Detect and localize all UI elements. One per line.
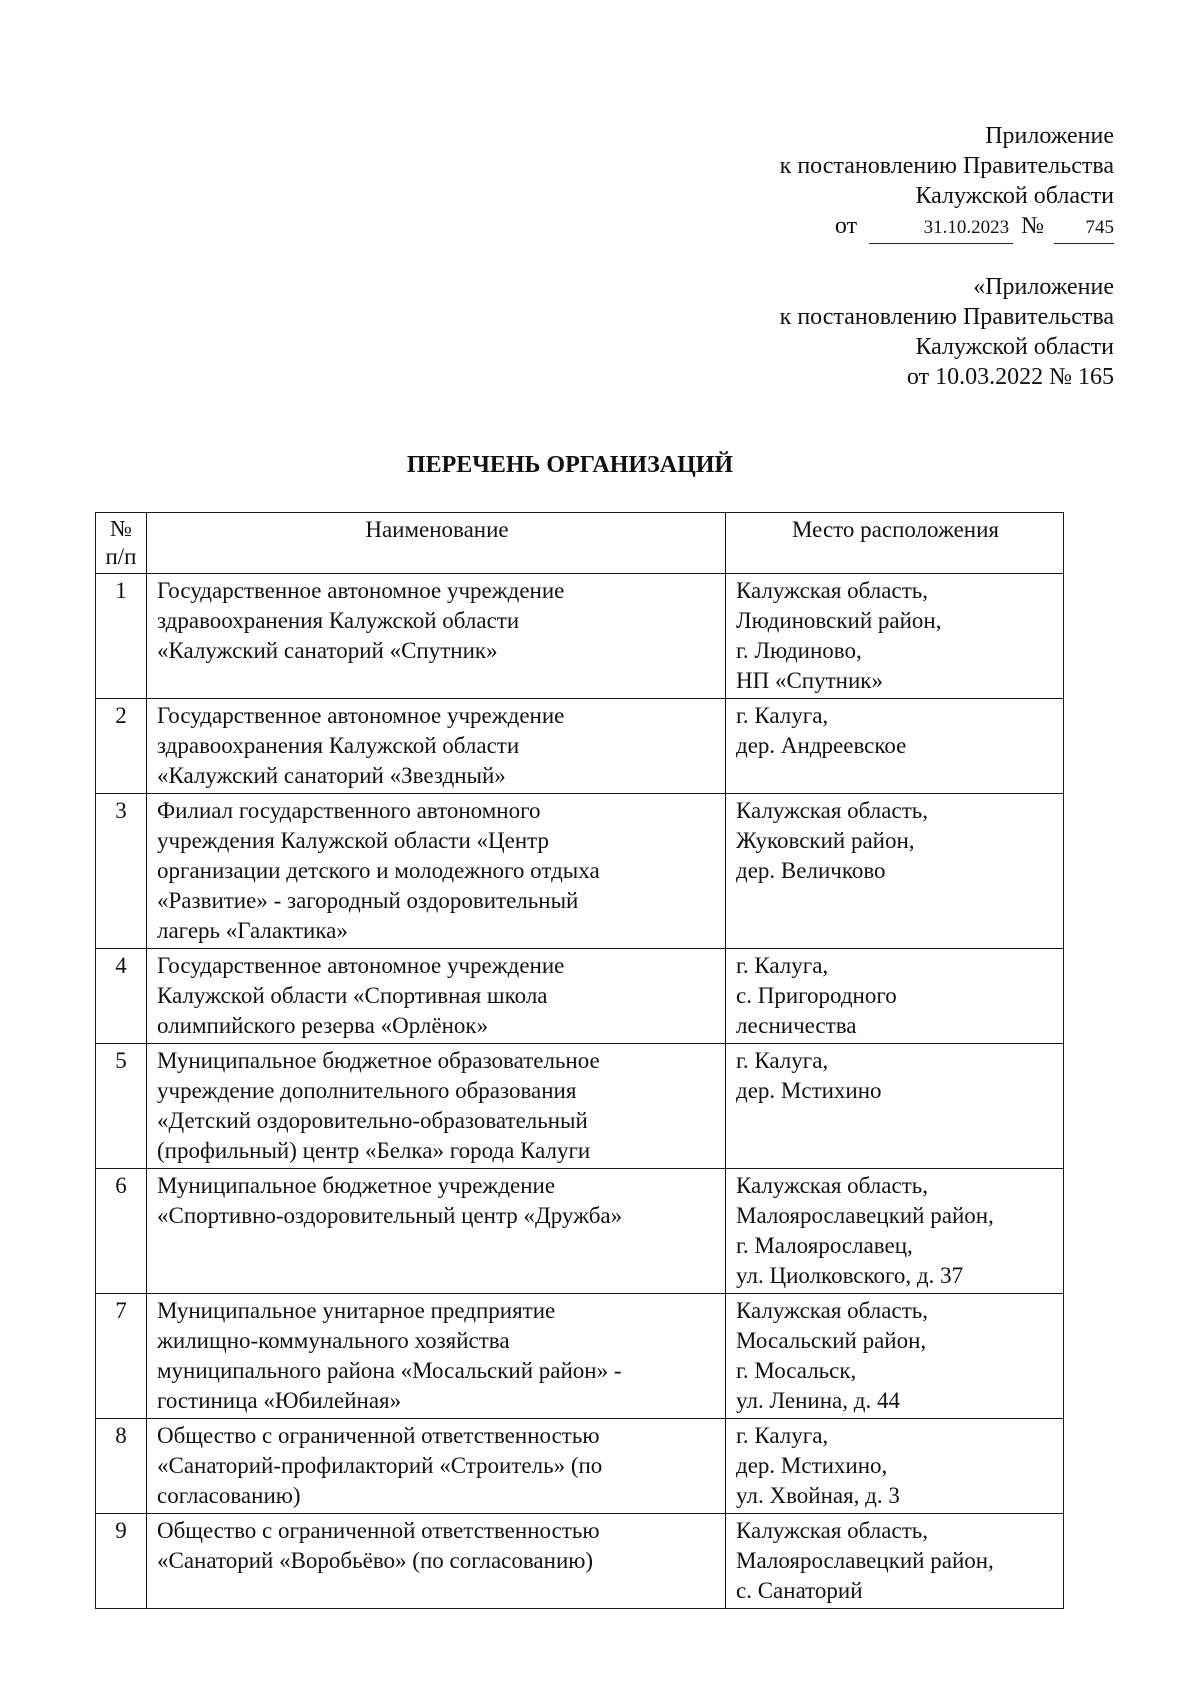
organization-name: Государственное автономное учреждение здравоохранения Калужской области «Калужский санаторий «Звездный»	[147, 699, 726, 794]
row-number: 2	[96, 699, 147, 794]
resolution-reference: к постановлению Правительства	[779, 153, 1114, 179]
resolution-number: 745	[1054, 213, 1114, 244]
organization-name: Общество с ограниченной ответственностью «Санаторий-профилакторий «Строитель» (по согласованию)	[147, 1419, 726, 1514]
organization-name: Муниципальное бюджетное образовательное учреждение дополнительного образования «Детский оздоровительно-образовательный (профильный) центр «Белка» города Калуги	[147, 1044, 726, 1169]
table-row	[96, 1169, 1064, 1294]
row-number: 8	[96, 1419, 147, 1514]
organization-location: г. Калуга, дер. Мстихино	[726, 1044, 1064, 1169]
table-header-row	[96, 513, 1064, 574]
organization-name: Общество с ограниченной ответственностью «Санаторий «Воробьёво» (по согласованию)	[147, 1514, 726, 1609]
resolution-date: 31.10.2023	[869, 213, 1013, 244]
row-number: 5	[96, 1044, 147, 1169]
organization-name: Муниципальное унитарное предприятие жилищно-коммунального хозяйства муниципального района «Мосальский район» - гостиница «Юбилейная»	[147, 1294, 726, 1419]
organization-name: Муниципальное бюджетное учреждение «Спортивно-оздоровительный центр «Дружба»	[147, 1169, 726, 1294]
row-number: 3	[96, 794, 147, 949]
header-location: Место расположения	[726, 513, 1064, 574]
organization-location: Калужская область, Людиновский район, г. Людиново, НП «Спутник»	[726, 574, 1064, 699]
organization-location: г. Калуга, с. Пригородного лесничества	[726, 949, 1064, 1044]
document-title: ПЕРЕЧЕНЬ ОРГАНИЗАЦИЙ	[406, 452, 734, 478]
organization-location: г. Калуга, дер. Мстихино, ул. Хвойная, д. 3	[726, 1419, 1064, 1514]
table-row	[96, 1294, 1064, 1419]
row-number: 7	[96, 1294, 147, 1419]
organization-name: Государственное автономное учреждение здравоохранения Калужской области «Калужский санаторий «Спутник»	[147, 574, 726, 699]
number-sign: №	[1021, 213, 1044, 239]
header-number: № п/п	[96, 513, 147, 574]
row-number: 6	[96, 1169, 147, 1294]
table-row	[96, 1514, 1064, 1609]
prev-resolution-reference: к постановлению Правительства	[779, 304, 1114, 330]
table-row	[96, 1044, 1064, 1169]
appendix-header-current	[780, 121, 1114, 244]
table-row	[96, 949, 1064, 1044]
prev-appendix-label: «Приложение	[973, 274, 1114, 300]
organization-location: Калужская область, Жуковский район, дер. Величково	[726, 794, 1064, 949]
organization-location: Калужская область, Малоярославецкий район, г. Малоярославец, ул. Циолковского, д. 37	[726, 1169, 1064, 1294]
table-row	[96, 794, 1064, 949]
organization-location: г. Калуга, дер. Андреевское	[726, 699, 1064, 794]
date-prefix: от	[834, 213, 858, 239]
organization-name: Филиал государственного автономного учреждения Калужской области «Центр организации детского и молодежного отдыха «Развитие» - загородный оздоровительный лагерь «Галактика»	[147, 794, 726, 949]
row-number: 9	[96, 1514, 147, 1609]
appendix-header-previous	[780, 272, 1114, 392]
appendix-label: Приложение	[985, 123, 1114, 149]
date-number-line	[780, 211, 1114, 244]
table-row	[96, 574, 1064, 699]
region-name: Калужской области	[915, 183, 1114, 209]
row-number: 4	[96, 949, 147, 1044]
header-name: Наименование	[147, 513, 726, 574]
table-row	[96, 1419, 1064, 1514]
organization-location: Калужская область, Малоярославецкий район, с. Санаторий	[726, 1514, 1064, 1609]
row-number: 1	[96, 574, 147, 699]
organizations-table	[95, 512, 1064, 1609]
organization-location: Калужская область, Мосальский район, г. Мосальск, ул. Ленина, д. 44	[726, 1294, 1064, 1419]
prev-region-name: Калужской области	[915, 334, 1114, 360]
organization-name: Государственное автономное учреждение Калужской области «Спортивная школа олимпийского резерва «Орлёнок»	[147, 949, 726, 1044]
prev-resolution-date-number: от 10.03.2022 № 165	[906, 364, 1114, 390]
table-row	[96, 699, 1064, 794]
